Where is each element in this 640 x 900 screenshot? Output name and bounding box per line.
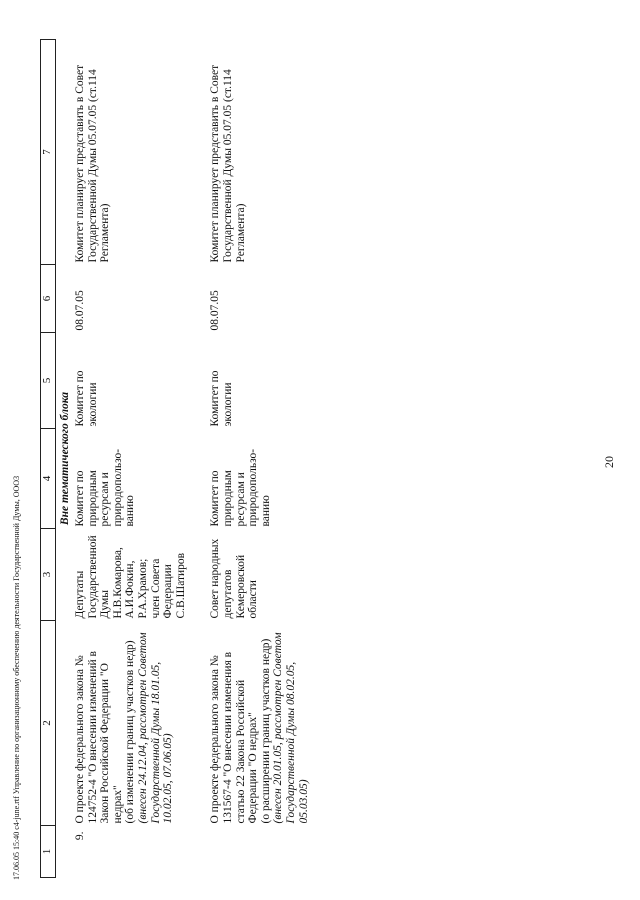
row-number: 9. (74, 831, 86, 841)
column-number-3: 3 (41, 529, 56, 621)
bill-history: (внесен 20.01.05, рассмотрен Советом Государственной Думы 08.02.05, 05.03.05) (272, 632, 310, 824)
author-cell: Депутаты Государственной Думы Н.В.Комарова, А.И.Фокин, Р.А.Храмов; член Совета Федерации С.В.Шатиров (74, 535, 187, 619)
bill-note: (об изменении границ участков недр) (124, 640, 137, 824)
note-cell: Комитет планирует представить в Совет Государственной Думы 05.07.05 (ст.114 Регламента) (209, 64, 247, 263)
date-cell: 08.07.05 (209, 290, 222, 331)
footer-text: 17.06.05 15:40 c4-june.rtf Управление по организационному обеспечению деятельности Государственной Думы, ООО3 (12, 475, 21, 880)
column-number-6: 6 (41, 265, 56, 333)
table-row (209, 40, 310, 878)
column-number-1: 1 (41, 826, 56, 878)
co-committee-cell: Комитет по экологии (74, 370, 99, 427)
column-number-4: 4 (41, 429, 56, 529)
column-number-7: 7 (41, 40, 56, 265)
bill-note: (о расширении границ участков недр) (259, 638, 272, 824)
bill-cell (74, 621, 187, 826)
responsible-committee-cell: Комитет по природным ресурсам и природопользо-ванию (74, 448, 137, 527)
date-cell: 08.07.05 (74, 290, 86, 331)
note-cell: Комитет планирует представить в Совет Государственной Думы 05.07.05 (ст.114 Регламента) (74, 64, 112, 263)
row-number (209, 826, 310, 878)
bill-title: О проекте федерального закона № 131567-4 "О внесении изменения в статью 22 Закона Российской Федерации "О недрах" (209, 651, 260, 824)
bill-cell (209, 621, 310, 826)
co-committee-cell: Комитет по экологии (209, 370, 234, 427)
author-cell: Совет народных депутатов Кемеровской области (209, 538, 260, 619)
column-number-2: 2 (41, 621, 56, 826)
bill-history: (внесен 24.12.04, рассмотрен Советом Государственной Думы 18.01.05, 10.02.05, 07.06.05) (136, 632, 175, 824)
bill-title: О проекте федерального закона № 124752-4 "О внесении изменений в Закон Российской Федерации "О недрах" (74, 651, 124, 824)
responsible-committee-cell: Комитет по природным ресурсам и природопользо-ванию (209, 448, 272, 527)
table-row (74, 40, 187, 878)
column-number-5: 5 (41, 333, 56, 429)
agenda-table (40, 39, 310, 878)
column-number-row (41, 40, 56, 878)
section-title: Вне тематического блока (59, 391, 71, 526)
page-number: 20 (602, 456, 616, 468)
